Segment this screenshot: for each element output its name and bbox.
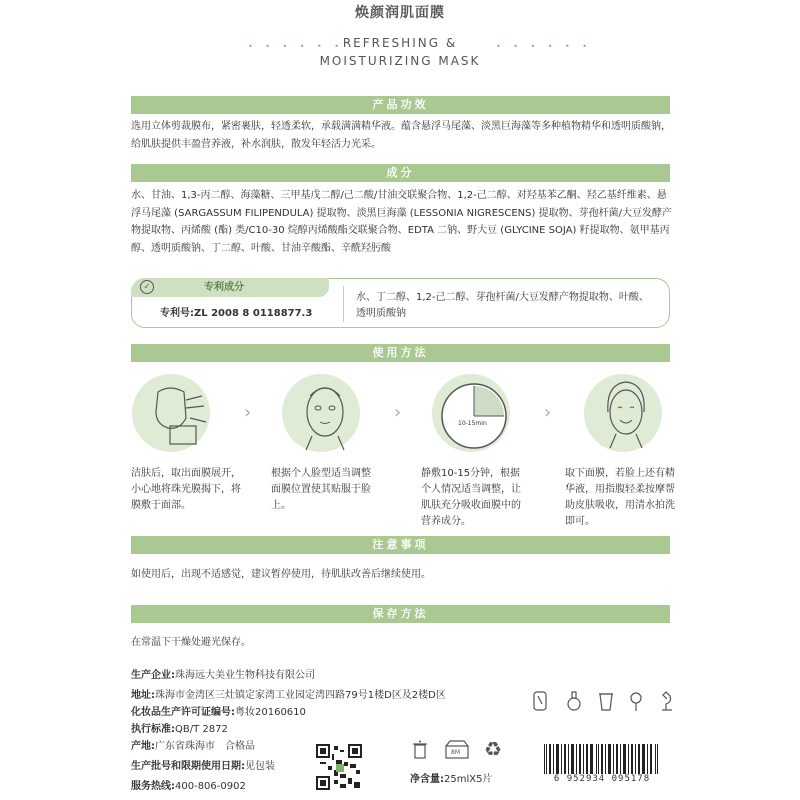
timer-icon <box>436 378 512 454</box>
recycle-icon: ♻ <box>484 737 502 761</box>
batch-line <box>131 760 275 774</box>
product-title-cn: 焕颜润肌面膜 <box>355 5 445 21</box>
standard-line <box>131 723 228 737</box>
decorative-dots-right: • • • • • • <box>496 42 593 51</box>
magnifier-icon <box>626 690 646 712</box>
hotline-label: 服务热线: <box>131 781 175 792</box>
qualified-mark: 合格品 <box>225 741 255 752</box>
license-line <box>131 706 306 720</box>
address-label: 地址: <box>131 690 155 701</box>
section-bar-usage: 使用方法 <box>131 344 670 362</box>
flask-icon <box>564 690 584 712</box>
patent-leaf-icon: ✓ <box>140 280 154 294</box>
license-value: 粤妆20160610 <box>235 707 306 718</box>
chevron-right-icon: › <box>544 402 552 423</box>
usage-step-2: 根据个人脸型适当调整面膜位置使其贴服于脸上。 <box>271 468 371 511</box>
product-title-en-line2: MOISTURIZING MASK <box>319 54 481 68</box>
usage-step-3: 静敷10-15分钟，根据个人情况适当调整，让肌肤充分吸收面膜中的营养成分。 <box>421 468 521 527</box>
box-period-label: 8M <box>451 749 460 756</box>
cup-icon <box>596 690 616 712</box>
manufacturer-line <box>131 669 315 683</box>
efficacy-text: 选用立体剪裁膜布，紧密裹肤，轻透柔软，承载满满精华液。蕴含悬浮马尾藻、淡黑巨海藻等多种植物精华和透明质酸钠，给肌肤提供丰盈营养液，补水润肤，散发年轻活力光采。 <box>131 121 671 150</box>
net-content <box>410 770 492 785</box>
usage-step-1: 洁肤后，取出面膜展开，小心地将珠光膜揭下，将膜敷于面部。 <box>131 468 241 511</box>
face-mask-icon <box>292 376 358 452</box>
license-label: 化妆品生产许可证编号: <box>131 707 235 718</box>
manufacturer-value: 珠海远大美业生物科技有限公司 <box>175 670 315 681</box>
standard-label: 执行标准: <box>131 724 175 735</box>
section-bar-ingredients: 成分 <box>131 164 670 182</box>
smiling-face-icon <box>596 376 656 450</box>
patent-divider <box>343 286 344 322</box>
origin-value: 广东省珠海市 <box>155 741 215 752</box>
chevron-right-icon: › <box>244 402 252 423</box>
net-label: 净含量: <box>410 774 444 785</box>
patent-number: 专利号:ZL 2008 8 0118877.3 <box>160 308 313 319</box>
address-value: 珠海市金湾区三灶镇定家湾工业园定湾四路79号1楼D区及2楼D区 <box>155 690 446 701</box>
dropper-bottle-icon <box>530 690 550 712</box>
net-value: 25mlX5片 <box>444 774 493 785</box>
ingredients-text: 水、甘油、1,3-丙二醇、海藻糖、三甲基戊二醇/己二酸/甘油交联聚合物、1,2-己二醇、对羟基苯乙酮、羟乙基纤维素、悬浮马尾藻 (SARGASSUM FILIPENDULA) 提取物、淡黑巨海藻 (LESSONIA NIGRESCENS) 提取物、芽孢杆菌/大豆发酵产物提取物、丙烯酸 (酯) 类/C10-30 烷醇丙烯酸酯交联聚合物、EDTA 二钠、野大豆 (GLYCINE SOJA) 籽提取物、氨甲基丙醇、透明质酸钠、丁二醇、叶酸、甘油辛酸酯、辛酰羟肟酸 <box>131 190 672 254</box>
chevron-right-icon: › <box>394 402 402 423</box>
batch-label: 生产批号和限期使用日期: <box>131 761 245 772</box>
patent-ingredients-text: 水、丁二醇、1,2-己二醇、芽孢杆菌/大豆发酵产物提取物、叶酸、透明质酸钠 <box>356 292 649 319</box>
hands-mask-icon <box>140 378 220 450</box>
hotline-line <box>131 780 246 794</box>
timer-label: 10-15min <box>458 420 487 427</box>
section-bar-storage: 保存方法 <box>131 605 670 623</box>
manufacturer-label: 生产企业: <box>131 670 175 681</box>
storage-text: 在常温下干燥处避光保存。 <box>131 637 251 648</box>
barcode-number: 6 952934 095178 <box>536 774 668 784</box>
decorative-dots-left: • • • • • • <box>248 42 345 51</box>
origin-line <box>131 740 255 754</box>
address-line <box>131 689 446 703</box>
batch-value: 见包装 <box>245 761 275 772</box>
qr-code <box>316 744 362 790</box>
section-bar-caution: 注意事项 <box>131 536 670 554</box>
usage-step-4: 取下面膜，若脸上还有精华液，用指腹轻柔按摩帮助皮肤吸收，用清水拍洗即可。 <box>565 468 675 527</box>
product-title-en-line1: REFRESHING & <box>342 36 458 50</box>
caution-text: 如使用后，出现不适感觉，建议暂停使用，待肌肤改善后继续使用。 <box>131 569 431 580</box>
hotline-value: 400-806-0902 <box>175 781 246 792</box>
section-bar-efficacy: 产品功效 <box>131 96 670 114</box>
microscope-icon <box>656 690 676 712</box>
standard-value: QB/T 2872 <box>175 724 228 735</box>
origin-label: 产地: <box>131 741 155 752</box>
patent-label: 专利成分 <box>204 282 244 293</box>
trash-bin-icon <box>412 740 428 760</box>
